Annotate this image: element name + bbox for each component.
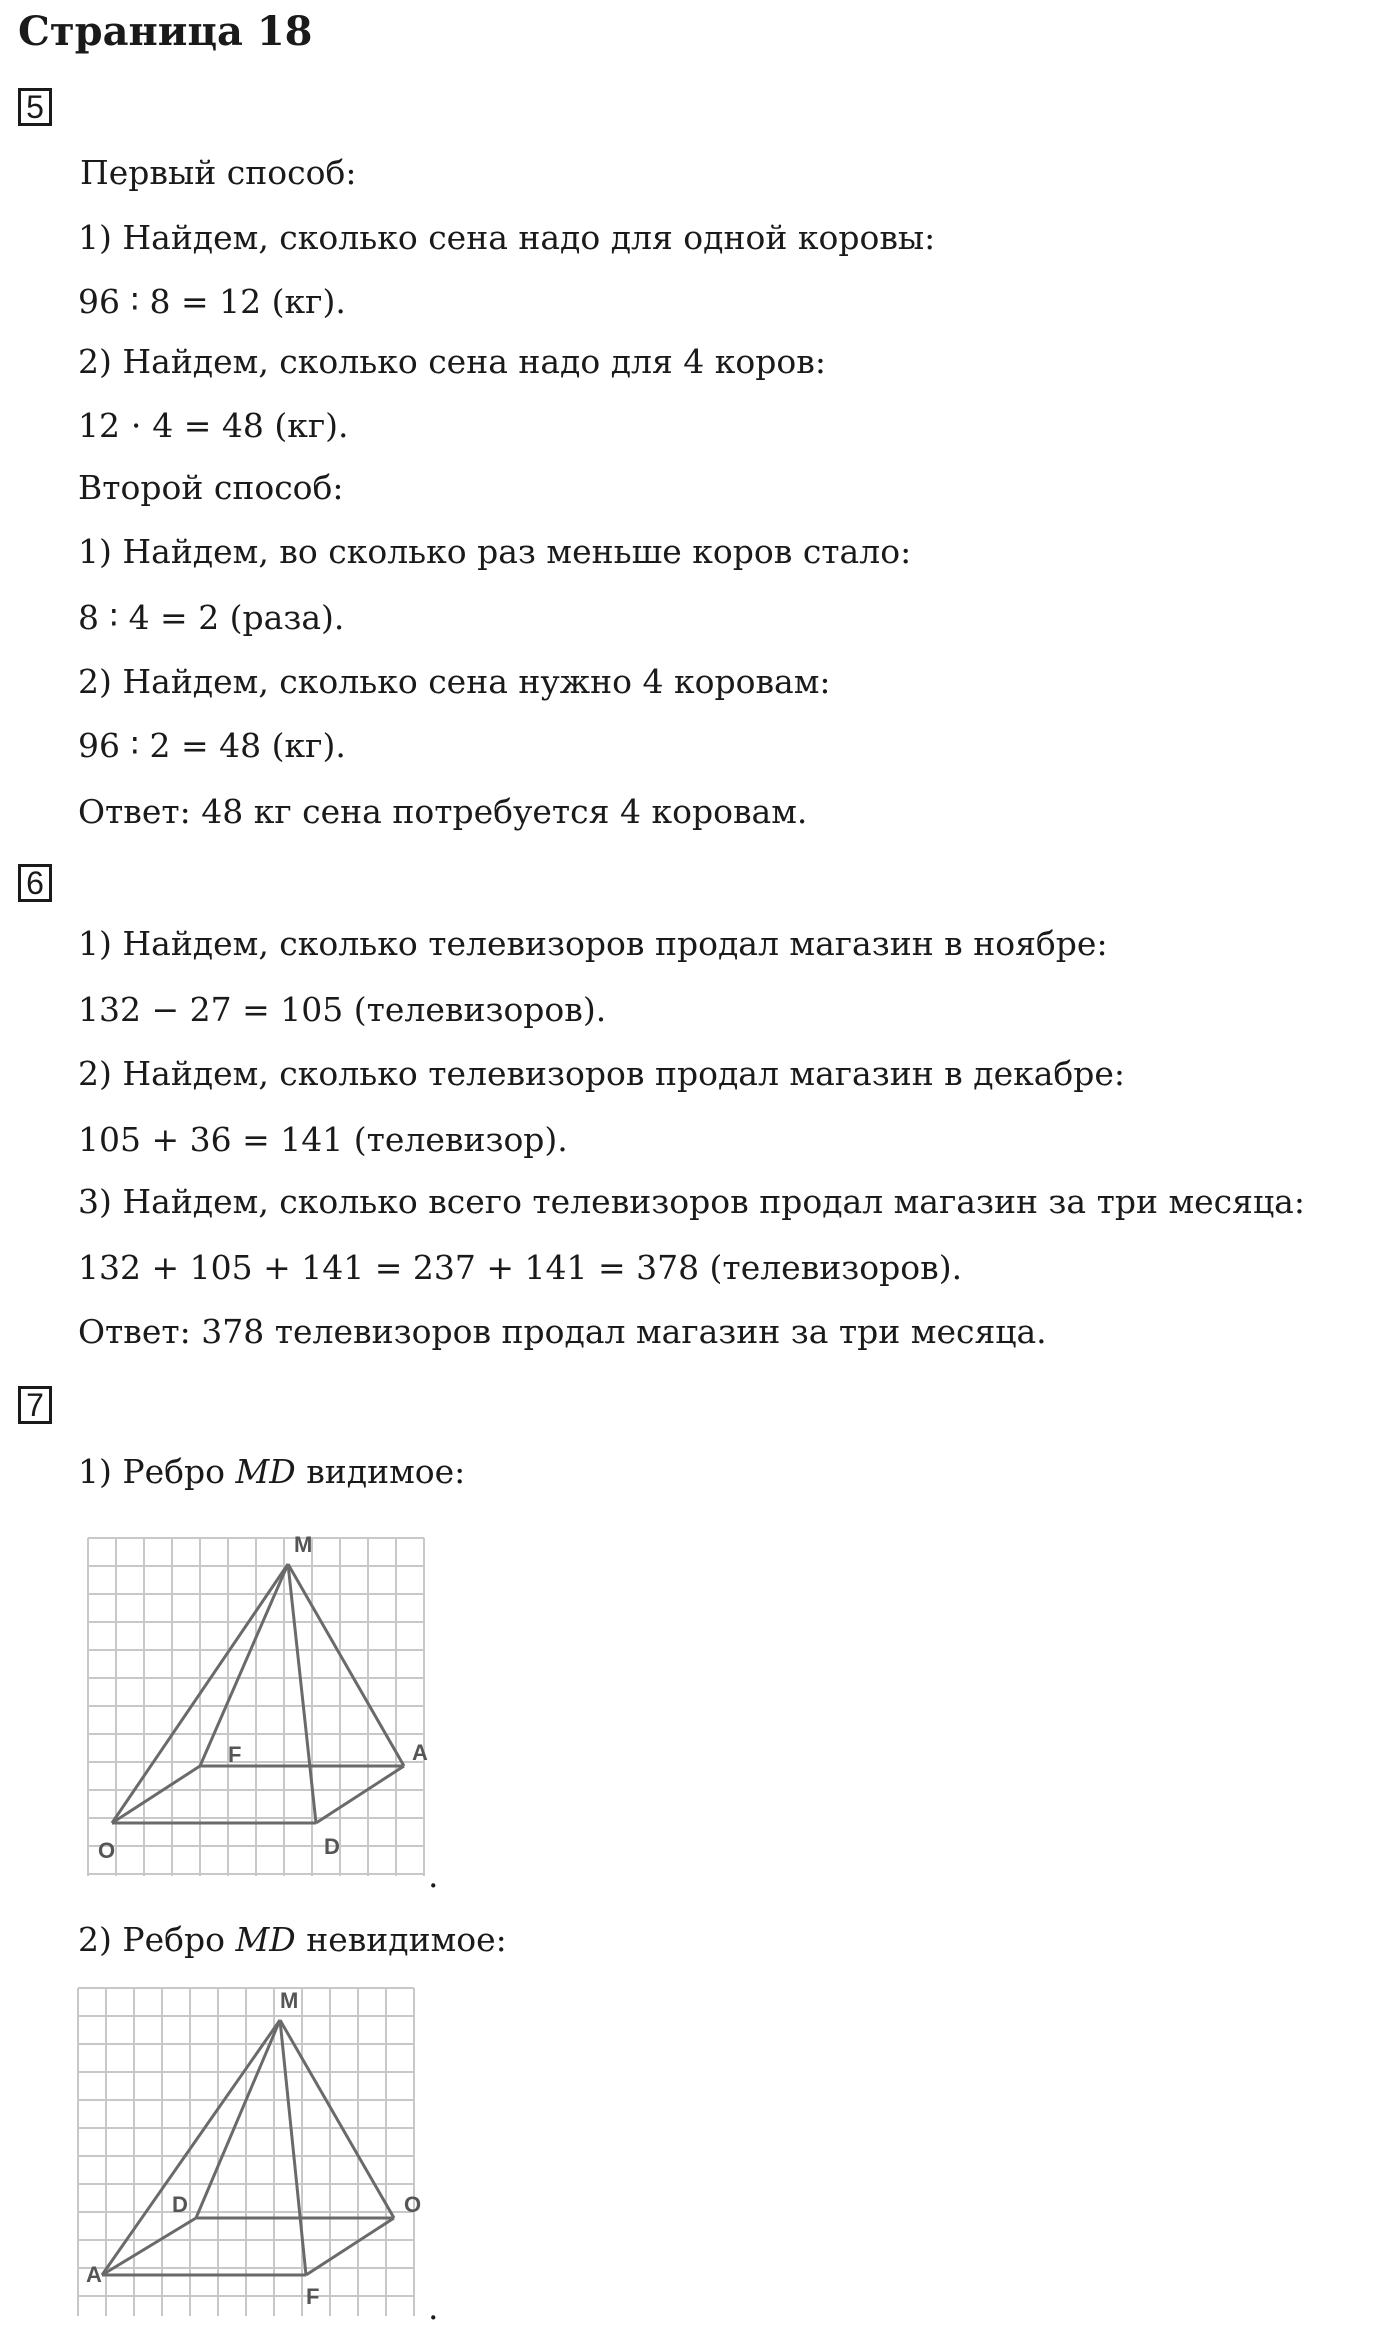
task-6-line: 2) Найдем, сколько телевизоров продал магазин в декабре: <box>78 1054 1126 1093</box>
task-6-line: 132 − 27 = 105 (телевизоров). <box>78 990 607 1029</box>
task-6-line: 3) Найдем, сколько всего телевизоров продал магазин за три месяца: <box>78 1182 1305 1221</box>
task-5-line: 1) Найдем, сколько сена надо для одной коровы: <box>78 218 936 257</box>
vertex-label-a: A <box>86 2262 102 2287</box>
task-5-line: 96 ∶ 2 = 48 (кг). <box>78 726 346 765</box>
task-5-answer: Ответ: 48 кг сена потребуется 4 коровам. <box>78 792 808 831</box>
vertex-label-o: O <box>98 1838 116 1863</box>
pyramid-figure-visible <box>80 1518 440 1895</box>
vertex-label-m: M <box>294 1532 313 1557</box>
task-5-line: 2) Найдем, сколько сена надо для 4 коров: <box>78 342 826 381</box>
task-6-answer: Ответ: 378 телевизоров продал магазин за три месяца. <box>78 1312 1047 1351</box>
page-title: Страница 18 <box>18 8 313 55</box>
trailing-dot: . <box>428 1856 439 1895</box>
vertex-label-d: D <box>324 1834 340 1859</box>
vertex-label-a: A <box>412 1740 428 1765</box>
task-7-number: 7 <box>18 1386 52 1424</box>
task-5-line: 96 ∶ 8 = 12 (кг). <box>78 282 346 321</box>
task-6-number: 6 <box>18 864 52 902</box>
vertex-label-f: F <box>306 2284 320 2309</box>
part1-suffix: видимое: <box>295 1452 466 1491</box>
task-5-line: 1) Найдем, во сколько раз меньше коров стало: <box>78 532 912 571</box>
task-5-line: 8 ∶ 4 = 2 (раза). <box>78 598 345 637</box>
pyramid-figure-hidden <box>70 1980 430 2316</box>
task-6-line: 1) Найдем, сколько телевизоров продал магазин в ноябре: <box>78 924 1108 963</box>
task-5-line: Первый способ: <box>80 153 357 192</box>
task-6-line: 105 + 36 = 141 (телевизор). <box>78 1120 568 1159</box>
vertex-label-o: O <box>404 2192 422 2217</box>
vertex-label-m: M <box>280 1988 299 2013</box>
task-7-part2-text <box>78 1918 507 1962</box>
task-6-line: 132 + 105 + 141 = 237 + 141 = 378 (телевизоров). <box>78 1248 963 1287</box>
part2-prefix: 2) Ребро <box>78 1920 236 1959</box>
trailing-dot: . <box>428 2288 439 2327</box>
part1-prefix: 1) Ребро <box>78 1452 236 1491</box>
edge-label: MD <box>235 1920 296 1959</box>
task-5-line: 2) Найдем, сколько сена нужно 4 коровам: <box>78 662 831 701</box>
task-7-part1-text <box>78 1450 465 1494</box>
vertex-label-d: D <box>172 2192 188 2217</box>
task-5-line: 12 ⋅ 4 = 48 (кг). <box>78 406 349 445</box>
task-5-number: 5 <box>18 88 52 126</box>
part2-suffix: невидимое: <box>295 1920 507 1959</box>
vertex-label-f: F <box>228 1742 242 1767</box>
edge-label: MD <box>235 1452 296 1491</box>
task-5-line: Второй способ: <box>78 468 344 507</box>
